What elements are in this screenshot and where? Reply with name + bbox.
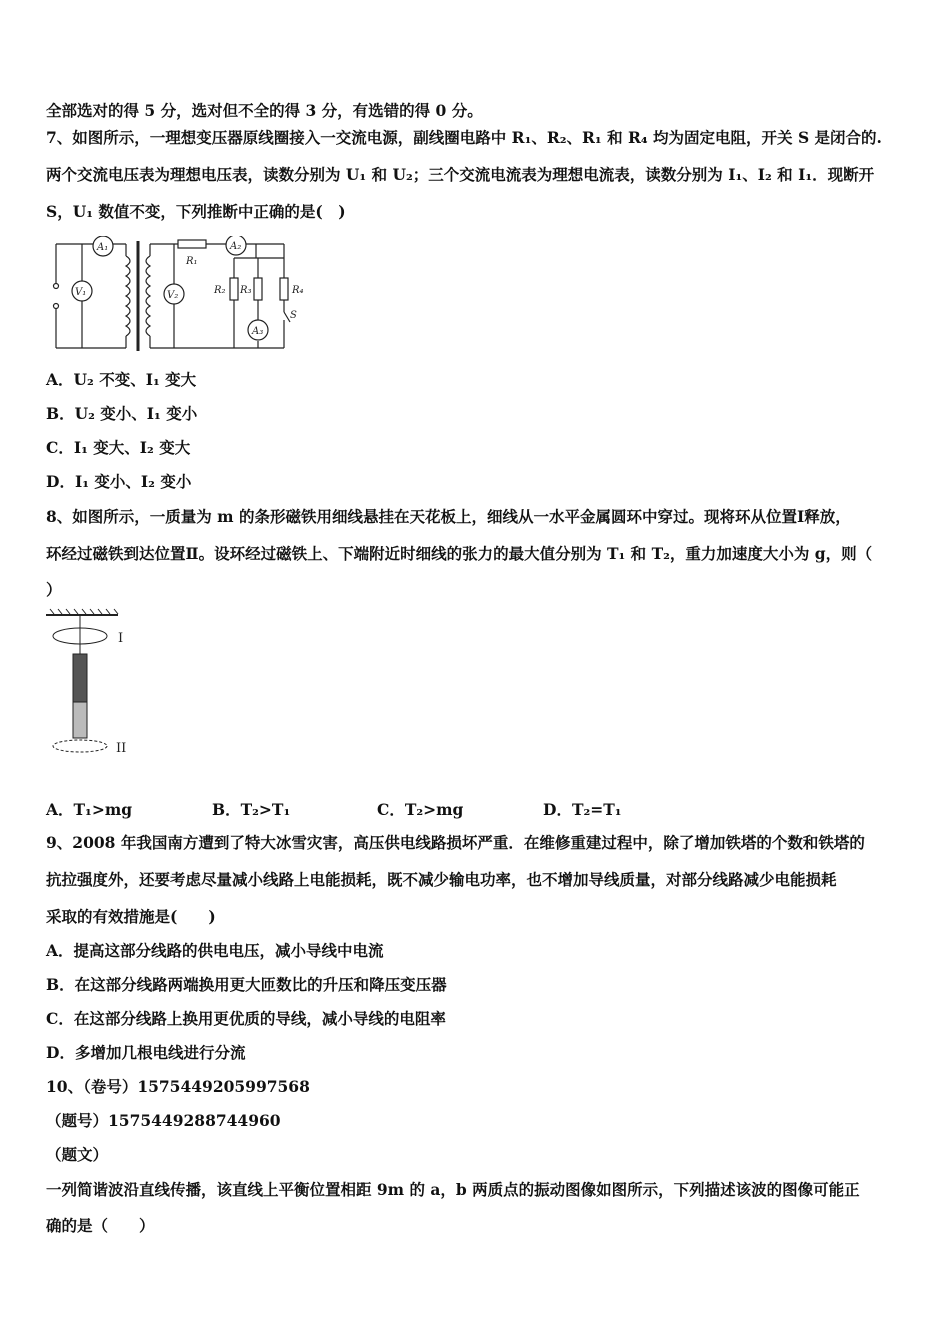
q8-option-c: C．T₂>mg: [377, 800, 464, 819]
q7-option-a: A．U₂ 不变、I₁ 变大: [46, 370, 197, 389]
q7-stem-2: 两个交流电压表为理想电压表，读数分别为 U₁ 和 U₂；三个交流电流表为理想电流表，读数分别为 I₁、I₂ 和 I₁．现断开: [46, 165, 875, 184]
q9-option-b: B．在这部分线路两端换用更大匝数比的升压和降压变压器: [46, 975, 447, 994]
magnet-upper: [73, 654, 87, 702]
label-r4: R₄: [292, 285, 304, 296]
q7-option-d: D．I₁ 变小、I₂ 变小: [46, 472, 192, 491]
label-position-2: II: [116, 741, 127, 756]
q10-label: （题文）: [46, 1145, 109, 1164]
q7-stem-3: S，U₁ 数值不变，下列推断中正确的是( ): [46, 202, 346, 221]
q9-option-a: A．提高这部分线路的供电电压，减小导线中电流: [46, 941, 384, 960]
q7-option-c: C．I₁ 变大、I₂ 变大: [46, 438, 191, 457]
transformer-circuit-figure: [46, 236, 316, 356]
label-r3: R₃: [240, 285, 252, 296]
label-v2: V₂: [167, 290, 179, 301]
q10-paper-id: 10、（卷号）1575449205997568: [46, 1077, 310, 1096]
resistor-r2: [230, 278, 238, 300]
q10-stem-2: 确的是（ ）: [46, 1216, 155, 1235]
text-line: 全部选对的得 5 分，选对但不全的得 3 分，有选错的得 0 分。: [46, 101, 483, 120]
q9-stem-2: 抗拉强度外，还要考虑尽量减小线路上电能损耗，既不减少输电功率，也不增加导线质量，对部分线路减少电能损耗: [46, 870, 837, 889]
label-a3: A₃: [252, 326, 264, 337]
q7-option-b: B．U₂ 变小、I₁ 变小: [46, 404, 198, 423]
q8-option-b: B．T₂>T₁: [212, 800, 291, 819]
q8-stem-3: ）: [46, 580, 62, 599]
label-a1: A₁: [97, 242, 109, 253]
q8-stem-1: 8、如图所示，一质量为 m 的条形磁铁用细线悬挂在天花板上，细线从一水平金属圆环中穿过。现将环从位置Ⅰ释放，: [46, 507, 851, 526]
resistor-r3: [254, 278, 262, 300]
primary-coil: [126, 256, 130, 336]
magnet-lower: [73, 702, 87, 738]
label-r2: R₂: [214, 285, 226, 296]
q10-stem-1: 一列简谐波沿直线传播，该直线上平衡位置相距 9m 的 a，b 两质点的振动图像如图所示，下列描述该波的图像可能正: [46, 1180, 860, 1199]
q8-option-a: A．T₁>mg: [46, 800, 133, 819]
label-r1: R₁: [186, 256, 198, 267]
q9-option-c: C．在这部分线路上换用更优质的导线，减小导线的电阻率: [46, 1009, 446, 1028]
secondary-coil: [146, 256, 150, 336]
q7-stem-1: 7、如图所示，一理想变压器原线圈接入一交流电源，副线圈电路中 R₁、R₂、R₁ 和 R₄ 均为固定电阻，开关 S 是闭合的.: [46, 128, 882, 147]
q8-stem-2: 环经过磁铁到达位置Ⅱ。设环经过磁铁上、下端附近时细线的张力的最大值分别为 T₁ 和 T₂，重力加速度大小为 g，则（: [46, 544, 873, 563]
q9-stem-1: 9、2008 年我国南方遭到了特大冰雪灾害，高压供电线路损坏严重．在维修重建过程中，除了增加铁塔的个数和铁塔的: [46, 833, 865, 852]
magnet-ring-figure: [44, 606, 144, 756]
ring-position-2: [53, 740, 107, 752]
q9-option-d: D．多增加几根电线进行分流: [46, 1043, 246, 1062]
q10-question-id: （题号）1575449288744960: [46, 1111, 281, 1130]
source-terminal: [54, 284, 59, 289]
label-s: S: [290, 310, 297, 321]
q8-option-d: D．T₂=T₁: [543, 800, 622, 819]
label-a2: A₂: [230, 241, 242, 252]
label-v1: V₁: [75, 287, 87, 298]
resistor-r4: [280, 278, 288, 300]
resistor-r1: [178, 240, 206, 248]
source-terminal: [54, 304, 59, 309]
label-position-1: I: [118, 631, 124, 646]
q9-stem-3: 采取的有效措施是( ): [46, 907, 216, 926]
